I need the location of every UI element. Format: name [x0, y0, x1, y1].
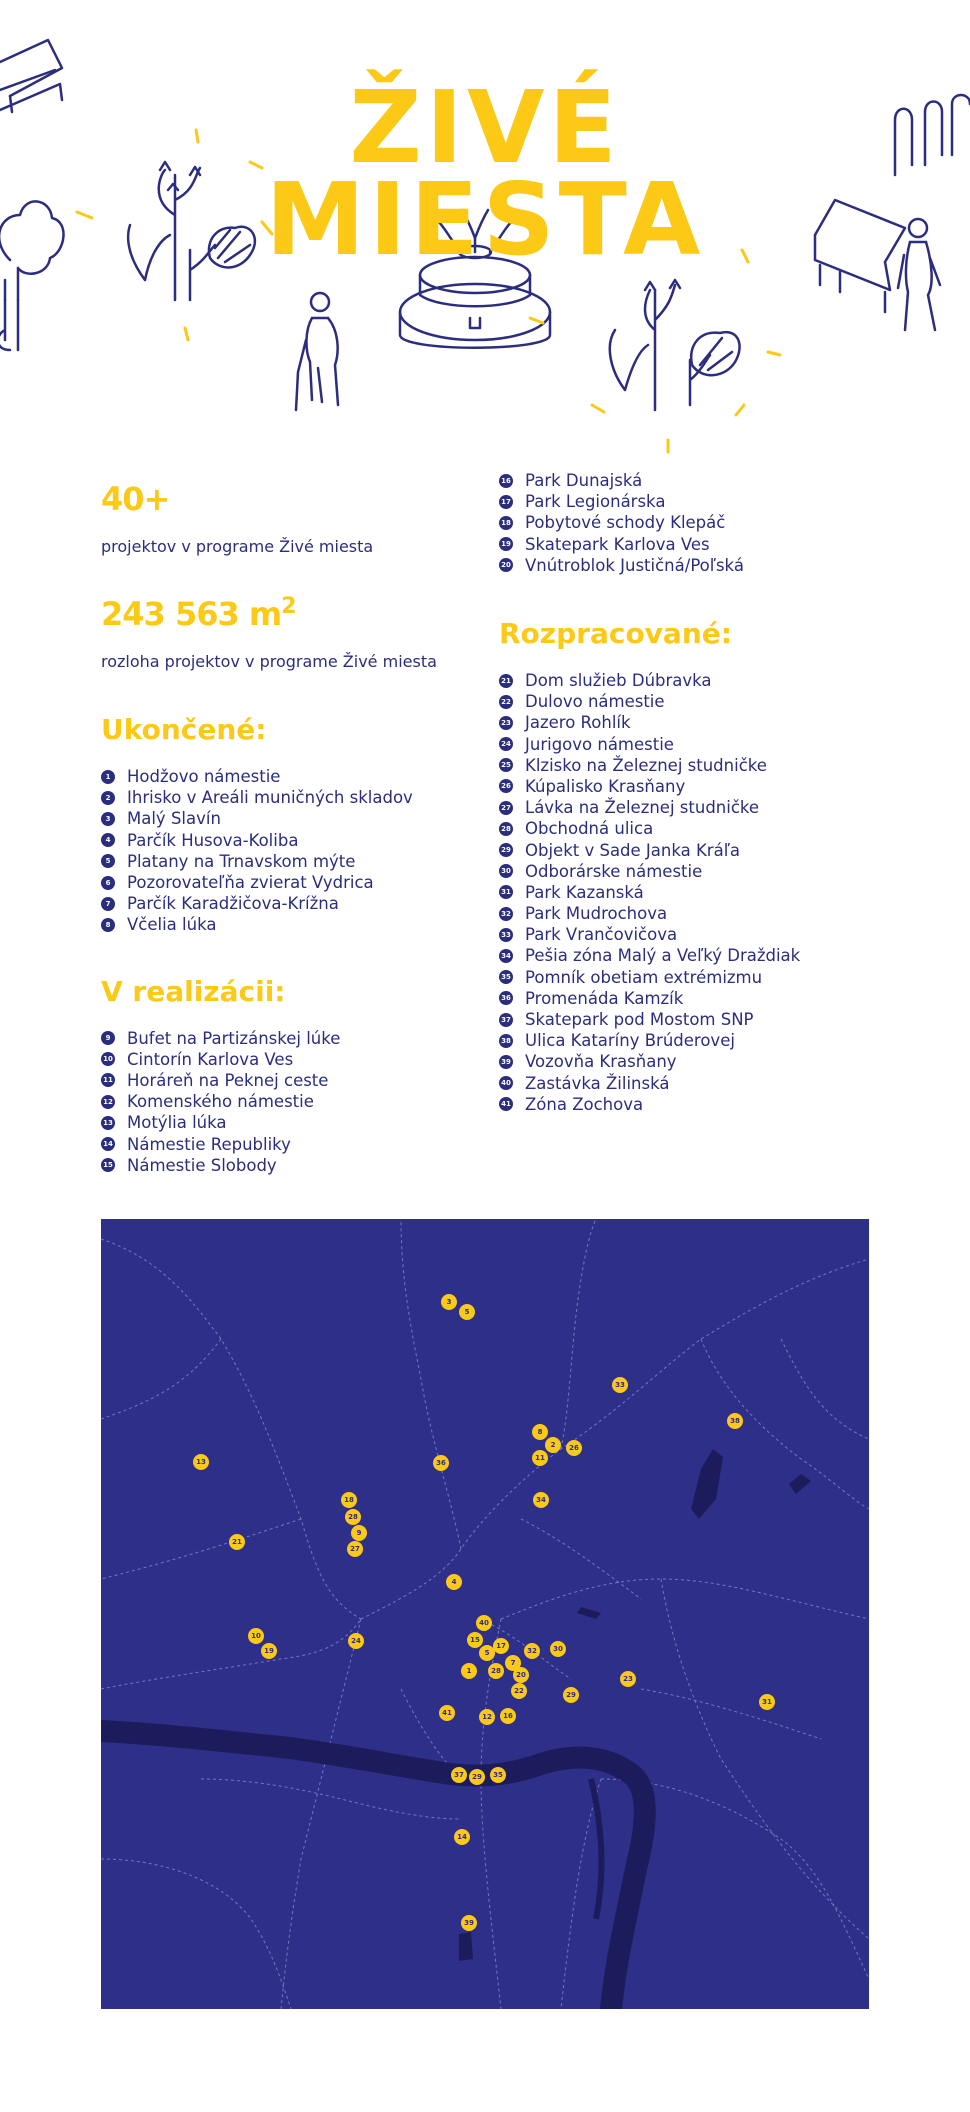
list-item [101, 1155, 481, 1176]
planned-list [499, 670, 899, 1115]
project-name: Motýlia lúka [127, 1113, 227, 1133]
left-column [101, 470, 481, 1176]
number-badge: 40 [499, 1076, 513, 1090]
list-item [499, 861, 899, 882]
list-item [499, 712, 899, 733]
district-borders [101, 1219, 869, 2009]
number-badge: 9 [101, 1031, 115, 1045]
map-pin[interactable]: 33 [612, 1377, 628, 1393]
number-badge: 37 [499, 1013, 513, 1027]
project-name: Komenského námestie [127, 1092, 314, 1112]
stat-label: projektov v programe Živé miesta [101, 537, 374, 556]
list-item [101, 872, 481, 893]
number-badge: 13 [101, 1116, 115, 1130]
map-pin[interactable]: 11 [532, 1450, 548, 1466]
project-name: Skatepark pod Mostom SNP [525, 1010, 754, 1030]
project-name: Bufet na Partizánskej lúke [127, 1028, 341, 1048]
number-badge: 21 [499, 674, 513, 688]
number-badge: 18 [499, 516, 513, 530]
project-name: Park Legionárska [525, 492, 666, 512]
map-pin[interactable]: 13 [193, 1454, 209, 1470]
title-line-2: MIESTA [265, 161, 705, 278]
number-badge: 1 [101, 770, 115, 784]
number-badge: 7 [101, 897, 115, 911]
number-badge: 27 [499, 801, 513, 815]
number-badge: 36 [499, 991, 513, 1005]
project-name: Zastávka Žilinská [525, 1073, 670, 1093]
number-badge: 8 [101, 918, 115, 932]
list-item [101, 1091, 481, 1112]
number-badge: 25 [499, 758, 513, 772]
map-pin[interactable]: 36 [433, 1455, 449, 1471]
list-item [499, 882, 899, 903]
project-name: Vnútroblok Justičná/Poľská [525, 555, 744, 575]
list-item [101, 1070, 481, 1091]
project-name: Parčík Husova-Koliba [127, 830, 299, 850]
number-badge: 23 [499, 716, 513, 730]
finished-list [101, 766, 481, 936]
list-item [499, 691, 899, 712]
number-badge: 39 [499, 1055, 513, 1069]
list-item [499, 924, 899, 945]
list-item [499, 555, 899, 576]
project-name: Park Vrančovičova [525, 925, 678, 945]
project-name: Odborárske námestie [525, 861, 703, 881]
stat-value: 243 563 $m^2$ [101, 594, 296, 633]
map-pin[interactable]: 24 [348, 1633, 364, 1649]
list-item [499, 818, 899, 839]
map-pin[interactable]: 8 [532, 1424, 548, 1440]
in-progress-list-continued [499, 470, 899, 576]
map-pin[interactable]: 37 [451, 1767, 467, 1783]
list-item [101, 1112, 481, 1133]
map-pin[interactable]: 9 [351, 1525, 367, 1541]
map-pin[interactable]: 32 [524, 1643, 540, 1659]
map-pin[interactable]: 22 [511, 1683, 527, 1699]
list-item [499, 670, 899, 691]
number-badge: 31 [499, 885, 513, 899]
map-pin[interactable]: 7 [505, 1655, 521, 1671]
list-item [499, 967, 899, 988]
list-item [101, 1028, 481, 1049]
map-pin[interactable]: 21 [229, 1534, 245, 1550]
list-item [499, 1051, 899, 1072]
list-item [499, 988, 899, 1009]
map-pin[interactable]: 27 [347, 1541, 363, 1557]
list-item [499, 903, 899, 924]
project-name: Hodžovo námestie [127, 767, 281, 787]
number-badge: 29 [499, 843, 513, 857]
project-name: Kúpalisko Krasňany [525, 776, 686, 796]
project-name: Vozovňa Krasňany [525, 1052, 677, 1072]
stat-area [101, 596, 481, 671]
number-badge: 4 [101, 833, 115, 847]
number-badge: 10 [101, 1052, 115, 1066]
project-name: Platany na Trnavskom mýte [127, 851, 356, 871]
number-badge: 2 [101, 791, 115, 805]
project-name: Parčík Karadžičova-Krížna [127, 894, 339, 914]
number-badge: 26 [499, 779, 513, 793]
map-pin[interactable]: 41 [439, 1705, 455, 1721]
map-pin[interactable]: 26 [566, 1440, 582, 1456]
project-name: Jazero Rohlík [525, 713, 631, 733]
map-pin[interactable]: 28 [488, 1663, 504, 1679]
project-name: Park Mudrochova [525, 904, 668, 924]
number-badge: 19 [499, 537, 513, 551]
project-name: Promenáda Kamzík [525, 988, 684, 1008]
list-item [101, 851, 481, 872]
map-pin[interactable]: 20 [513, 1667, 529, 1683]
project-name: Dulovo námestie [525, 692, 665, 712]
number-badge: 22 [499, 695, 513, 709]
number-badge: 34 [499, 949, 513, 963]
map-pin[interactable]: 2 [545, 1437, 561, 1453]
map-pin[interactable]: 3 [441, 1294, 457, 1310]
list-item [101, 893, 481, 914]
number-badge: 30 [499, 864, 513, 878]
map-pin[interactable]: 39 [461, 1915, 477, 1931]
map-pin[interactable]: 29 [469, 1769, 485, 1785]
number-badge: 35 [499, 970, 513, 984]
project-name: Pobytové schody Klepáč [525, 513, 726, 533]
project-name: Malý Slavín [127, 809, 221, 829]
project-name: Klzisko na Železnej studničke [525, 755, 767, 775]
project-name: Pozorovateľňa zvierat Vydrica [127, 873, 374, 893]
list-item [101, 830, 481, 851]
map-pin[interactable]: 15 [467, 1632, 483, 1648]
heading-in-progress: V realizácii: [101, 974, 286, 1008]
list-item [499, 1009, 899, 1030]
map-pin[interactable]: 4 [446, 1574, 462, 1590]
map-pin[interactable]: 1 [461, 1663, 477, 1679]
list-item [499, 776, 899, 797]
list-item [499, 512, 899, 533]
list-item [499, 755, 899, 776]
number-badge: 14 [101, 1137, 115, 1151]
hero-illustration [0, 0, 970, 470]
number-badge: 28 [499, 822, 513, 836]
list-item [101, 1133, 481, 1154]
project-name: Dom služieb Dúbravka [525, 671, 712, 691]
project-name: Obchodná ulica [525, 819, 654, 839]
map-pin[interactable]: 12 [479, 1709, 495, 1725]
map-pin[interactable]: 14 [454, 1829, 470, 1845]
stat-value: 40+ [101, 480, 170, 518]
project-name: Objekt v Sade Janka Kráľa [525, 840, 740, 860]
number-badge: 16 [499, 474, 513, 488]
projects-map [101, 1219, 869, 2009]
heading-finished: Ukončené: [101, 713, 267, 746]
project-name: Námestie Republiky [127, 1134, 291, 1154]
list-item [499, 734, 899, 755]
number-badge: 6 [101, 876, 115, 890]
old-man-icon [296, 293, 338, 410]
map-pin[interactable]: 40 [476, 1615, 492, 1631]
list-item [101, 1049, 481, 1070]
project-name: Pomník obetiam extrémizmu [525, 967, 763, 987]
list-item [499, 945, 899, 966]
project-name: Pešia zóna Malý a Veľký Draždiak [525, 946, 801, 966]
project-name: Ihrisko v Areáli muničných skladov [127, 788, 413, 808]
project-name: Zóna Zochova [525, 1094, 644, 1114]
project-name: Včelia lúka [127, 915, 217, 935]
number-badge: 33 [499, 928, 513, 942]
heading-planned: Rozpracované: [499, 616, 732, 650]
project-name: Ulica Kataríny Brúderovej [525, 1031, 735, 1051]
map-pin[interactable]: 29 [563, 1687, 579, 1703]
map-pin[interactable]: 16 [500, 1708, 516, 1724]
list-item [101, 766, 481, 787]
map-pin[interactable]: 38 [727, 1413, 743, 1429]
list-item [499, 839, 899, 860]
map-pin[interactable]: 19 [261, 1643, 277, 1659]
number-badge: 17 [499, 495, 513, 509]
map-pin[interactable]: 5 [459, 1304, 475, 1320]
map-pin[interactable]: 35 [490, 1767, 506, 1783]
lake [789, 1474, 811, 1494]
project-name: Skatepark Karlova Ves [525, 534, 710, 554]
map-pin[interactable]: 31 [759, 1694, 775, 1710]
number-badge: 5 [101, 854, 115, 868]
project-name: Námestie Slobody [127, 1155, 277, 1175]
list-item [101, 808, 481, 829]
map-pin[interactable]: 34 [533, 1492, 549, 1508]
list-item [499, 534, 899, 555]
number-badge: 38 [499, 1034, 513, 1048]
list-item [101, 787, 481, 808]
right-column [499, 470, 899, 1115]
stat-projects [101, 480, 481, 556]
map-pin[interactable]: 30 [550, 1641, 566, 1657]
number-badge: 3 [101, 812, 115, 826]
list-item [499, 1073, 899, 1094]
list-item [499, 1094, 899, 1115]
map-pin[interactable]: 17 [493, 1638, 509, 1654]
number-badge: 32 [499, 907, 513, 921]
map-pin[interactable]: 10 [248, 1628, 264, 1644]
title-line-1: ŽIVÉ [349, 69, 621, 186]
number-badge: 24 [499, 737, 513, 751]
number-badge: 20 [499, 558, 513, 572]
lake [577, 1607, 601, 1619]
list-item [101, 914, 481, 935]
lake [691, 1449, 723, 1519]
river [101, 1731, 645, 2009]
map-pin[interactable]: 23 [620, 1671, 636, 1687]
number-badge: 12 [101, 1095, 115, 1109]
lake [459, 1932, 473, 1961]
in-progress-list [101, 1028, 481, 1176]
list-item [499, 470, 899, 491]
stat-label: rozloha projektov v programe Živé miesta [101, 652, 437, 671]
project-name: Park Kazanská [525, 882, 644, 902]
river-arm [591, 1779, 601, 1919]
project-name: Lávka na Železnej studničke [525, 798, 760, 818]
map-drawing [101, 1219, 869, 2009]
list-item [499, 1030, 899, 1051]
map-pin[interactable]: 28 [345, 1509, 361, 1525]
list-item [499, 491, 899, 512]
project-name: Cintorín Karlova Ves [127, 1049, 294, 1069]
number-badge: 11 [101, 1073, 115, 1087]
list-item [499, 797, 899, 818]
map-pin[interactable]: 18 [341, 1492, 357, 1508]
map-pin[interactable]: 5 [479, 1645, 495, 1661]
project-name: Jurigovo námestie [525, 734, 674, 754]
project-name: Park Dunajská [525, 471, 643, 491]
number-badge: 15 [101, 1158, 115, 1172]
plant-right-icon [610, 280, 740, 410]
number-badge: 41 [499, 1097, 513, 1111]
project-name: Horáreň na Peknej ceste [127, 1070, 329, 1090]
